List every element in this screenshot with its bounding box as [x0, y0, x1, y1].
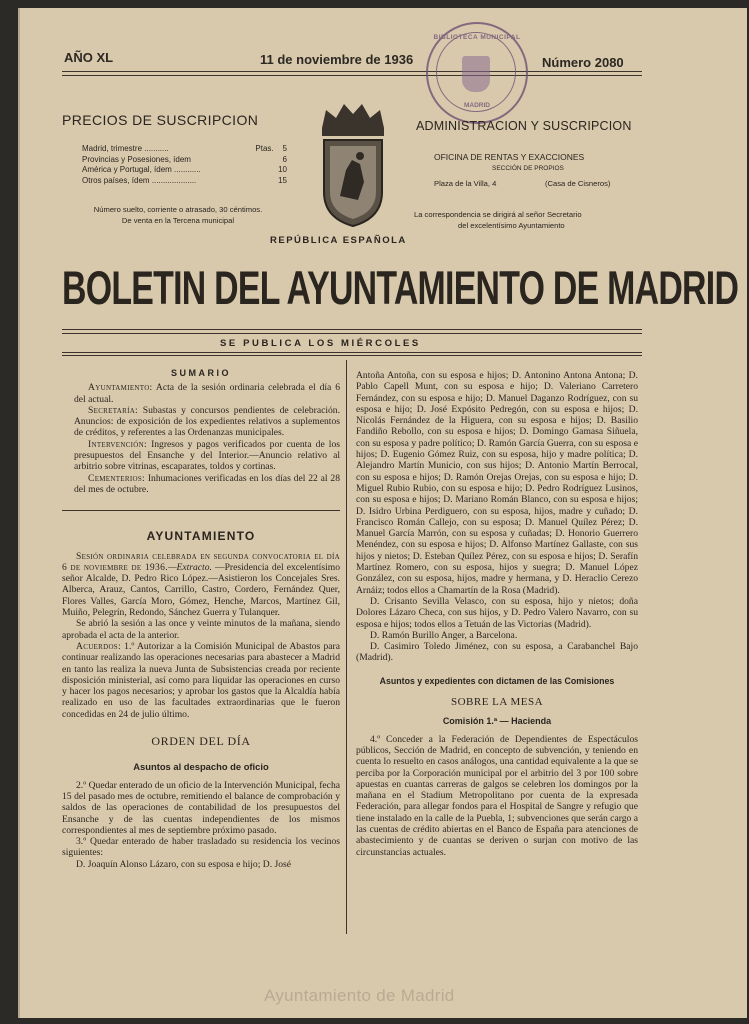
session-paragraph: Sesión ordinaria celebrada en segunda convocatoria el día 6 de noviembre de 1936.—Extracto. —Presidencia del excelentísimo señor Alcalde, D. Pedro Rico López.—Asistieron los Concejales Sres. Alberca, Arauz, Cantos, Carrillo, Castro, Cordero, Fernández Quer, Flores Valles, García Moro, Gómez, Henche, Marcos, Martínez Gil, Muiño, Pelegrín, Redondo, Sánchez Guerra y Tulanquer. — [62, 550, 341, 619]
sumario-item: Secretaría: Subastas y concursos pendientes de celebración. Anuncios: de exposición de los expedientes relativos a suplementos de créditos, y referentes a las Ordenanzas municipales. — [74, 404, 341, 439]
stamp-text: BIBLIOTECA MUNICIPAL — [433, 34, 521, 41]
left-column — [62, 368, 340, 870]
column-divider — [346, 360, 347, 934]
sumario-rule — [62, 510, 340, 511]
sumario-item: Intervención: Ingresos y pagos verificados por cuenta de los presupuestos del Ensanche y del Interior.—Anuncio relativo al arbitrio sobre vitrinas, escaparates, toldos y cortinas. — [74, 438, 340, 473]
price-row: Provincias y Posesiones, ídem 6 — [82, 154, 287, 164]
price-row: Otros países, ídem .................... 15 — [82, 175, 287, 185]
newspaper-title: BOLETIN DEL AYUNTAMIENTO DE MADRID — [62, 261, 739, 314]
item-3: 3.º Quedar enterado de haber trasladado su residencia los vecinos siguientes: — [62, 836, 340, 859]
stamp-bottom-text: MADRID — [464, 102, 490, 109]
right-column — [356, 370, 638, 858]
sumario-item: Ayuntamiento: Acta de la sesión ordinaria celebrada el día 6 del actual. — [74, 382, 340, 405]
section-name: SECCIÓN DE PROPIOS — [492, 165, 564, 172]
ayuntamiento-heading: AYUNTAMIENTO — [146, 529, 256, 544]
despacho-title: Asuntos al despacho de oficio — [133, 761, 269, 773]
sumario-title: SUMARIO — [171, 368, 231, 378]
year-label: AÑO XL — [64, 50, 114, 65]
opening-paragraph: Se abrió la sesión a las once y veinte minutos de la mañana, siendo aprobada el acta de la anterior. — [62, 618, 340, 641]
single-copy-note: Número suelto, corriente o atrasado, 30 céntimos. — [93, 205, 263, 214]
item-4: 4.º Conceder a la Federación de Dependientes de Espectáculos públicos, Sección de Madrid, en concepto de subvención, y teniendo en cuenta lo resuelto en casos análogos, una cantidad equivalente a la que se perciba por la Corporación municipal por el arbitrio del 3 por 100 sobre apuestas en cuantas carreras de galgos se celebren los domingos por la mañana en el Stadium Metropolitano por cuenta de la expresada Federación, para allegar fondos para el Hospital de Sangre y refugio que tiene instalado en la calle de la Puebla, 1; subvenciones que serán cargo a las cuentas de crédito abiertas en el Banco de España para atenciones de abastecimiento y de cuantas se deriven o surjan con motivo de las circunstancias actuales. — [356, 733, 638, 858]
admin-title: ADMINISTRACION Y SUSCRIPCION — [416, 119, 632, 133]
address: Plaza de la Villa, 4 — [434, 179, 497, 188]
stamp-shield-icon — [462, 56, 490, 92]
title-rule — [62, 329, 642, 330]
orden-title: ORDEN DEL DÍA — [151, 734, 251, 749]
top-rule-2 — [62, 75, 642, 76]
price-row: Madrid, trimestre ........... Ptas. 5 — [82, 144, 287, 153]
comision-title: Comisión 1.ª — Hacienda — [442, 716, 552, 727]
on-sale-note: De venta en la Tercena municipal — [121, 216, 235, 225]
top-rule — [62, 71, 642, 72]
coat-of-arms-icon — [316, 100, 390, 232]
publication-day: SE PUBLICA LOS MIÉRCOLES — [220, 338, 421, 349]
item-3-first: D. Joaquín Alonso Lázaro, con su esposa e hijo; D. José — [76, 858, 292, 870]
correspondence-note-2: del excelentísimo Ayuntamiento — [458, 221, 565, 230]
residents-paragraph: D. Casimiro Toledo Jiménez, con su esposa, a Carabanchel Bajo (Madrid). — [356, 641, 638, 664]
acuerdos-paragraph: Acuerdos: 1.º Autorizar a la Comisión Municipal de Abastos para continuar realizando las operaciones necesarias para abastecer a Madrid en tanto las realiza la nueva Junta de Subsistencias creada por reciente disposición ministerial, así como para liquidar las operaciones en curso y hacer los pagos necesarios; y aprobar los gastos que la Alcaldía había realizado en uso de las facultades extraordinarias que le fueron concedidas en 24 de julio último. — [62, 640, 340, 720]
published-rule — [62, 352, 642, 353]
watermark: Ayuntamiento de Madrid — [264, 986, 455, 1005]
newspaper-page — [18, 8, 747, 1018]
residents-paragraph: D. Crisanto Sevilla Velasco, con su esposa, hijo y nietos; doña Dolores Lázaro Checa, con sus hijos, y D. Pedro Valero Navarro, con su esposa e hijos; todos ellos a Tetuán de las Victorias (Madrid). — [356, 595, 638, 630]
correspondence-note: La correspondencia se dirigirá al señor Secretario — [414, 210, 582, 219]
residents-paragraph: Antoña Antoña, con su esposa e hijos; D. Antonino Antona Antona; D. Pablo Capell Munt, con su esposa e hijo; D. Valeriano Carretero Fernández, con su esposa e hijo; D. Manuel Daganzo Rodríguez, con su esposa e hijo; D. José Expósito Pedregón, con su esposa e hijos; D. Nicolás Fernández de la Higuera, con su esposa e hijos; D. Basilio Fandiño Rebollo, con su esposa e hijos; D. Domingo Gamasa Siñuela, con su esposa y padre político; D. Ramón García Guerra, con su esposa e hijos; D. Eugenio Gómez Ruiz, con su esposa, hijo y madre política; D. Alejandro Martín Municio, con sus hijos; D. Antonio Martín Berrocal, con su esposa e hijos; D. Ramón Orejas Orejas, con su esposa e hijo; D. Miguel Rubio Rubio, con su esposa e hijo; D. Pedro Rodríguez Lusinos, con su esposa e hijos; D. Mariano Román Blanco, con su esposa e hijos; D. Isidro Urbina Perdiguero, con su esposa, hijos, madre y cuñado; D. Francisco Román Callejo, con su esposa; D. Manuel Quílez Pérez; D. Manuel García Marrón, con su esposa y cuñadas; D. Honorio Guerrero Menéndez, con su esposa e hijos; D. Alfonso Martínez Gallaste, con sus hijos y nietos; D. Esteban Quílez Pérez, con su esposa e hijos; D. Serafín Martínez Romero, con su esposa, hijos y suegra; D. Manuel López González, con su esposa, hijos, madre y hermana, y D. Heraclio Cerezo Arnáiz; todos ellos a Chamartín de la Rosa (Madrid). — [356, 370, 638, 596]
mesa-title: SOBRE LA MESA — [450, 696, 544, 709]
republic-label: REPÚBLICA ESPAÑOLA — [270, 235, 407, 246]
address-note: (Casa de Cisneros) — [545, 179, 611, 188]
issue-number: Número 2080 — [542, 55, 624, 70]
asuntos-title: Asuntos y expedientes con dictamen de las Comisiones — [379, 675, 615, 686]
title-rule-2 — [62, 333, 642, 334]
prices-title: PRECIOS DE SUSCRIPCION — [62, 112, 259, 128]
prices-table — [82, 144, 287, 186]
office-name: OFICINA DE RENTAS Y EXACCIONES — [434, 152, 585, 162]
sumario-item: Cementerios: Inhumaciones verificadas en los días del 22 al 28 del mes de octubre. — [74, 472, 340, 495]
published-rule-2 — [62, 355, 642, 356]
price-row: América y Portugal, ídem ............ 10 — [82, 165, 287, 174]
library-stamp — [426, 22, 528, 124]
residents-paragraph: D. Ramón Burillo Anger, a Barcelona. — [370, 629, 518, 641]
item-2: 2.º Quedar enterado de un oficio de la Intervención Municipal, fecha 15 del pasado mes de octubre, remitiendo el balance de comprobación y saldos de las operaciones de contabilidad de los presupuestos del Ensanche y de las cuentas independientes de los mismos correspondientes al mes de septiembre próximo pasado. — [62, 779, 340, 836]
issue-date: 11 de noviembre de 1936 — [260, 52, 414, 67]
